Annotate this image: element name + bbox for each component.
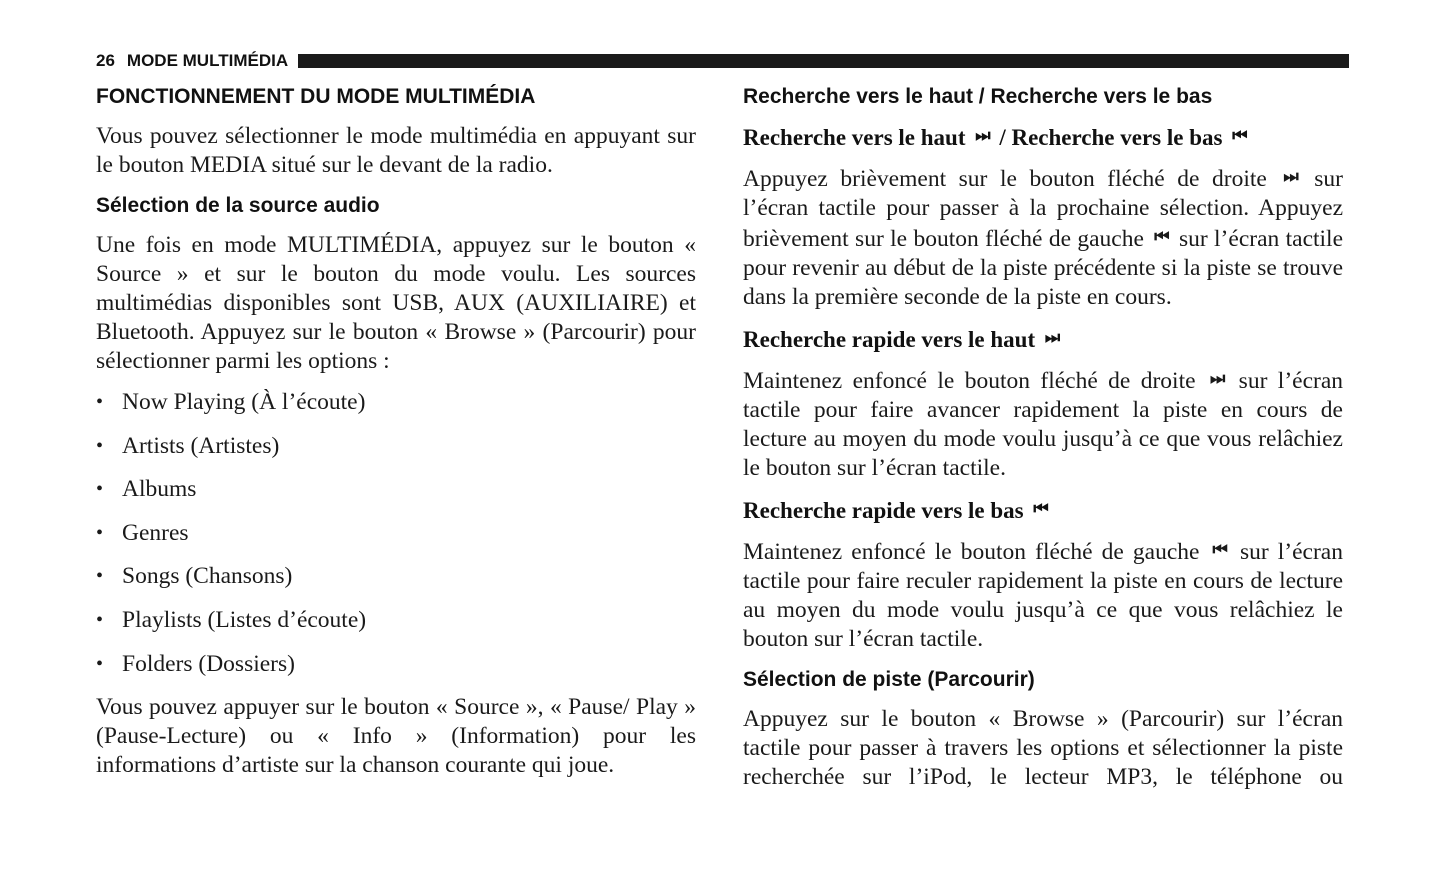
list-item-text: Playlists (Listes d’écoute) [122,606,367,633]
paragraph-track-selection: Appuyez sur le bouton « Browse » (Parcourir) sur l’écran tactile pour passer à travers les options et sélectionner la piste recherchée sur l’iPod, le lecteur MP3, le téléphone ou [743,706,1343,790]
subheading-fast-forward [743,324,1343,354]
list-item-text: Songs (Chansons) [122,563,293,590]
next-track-icon: ⏭ [1044,328,1058,348]
subheading-search-down-text: / Recherche vers le bas [999,125,1223,150]
subheading-fast-rewind [743,495,1343,525]
list-item-text: Folders (Dossiers) [122,650,295,677]
previous-track-icon: ⏮ [1232,126,1245,146]
previous-track-icon: ⏮ [1033,499,1046,519]
paragraph-fast-rewind [743,536,1343,654]
list-item-text: Albums [122,476,197,503]
paragraph-fast-forward-part-2: sur l’écran tactile pour faire avancer rapidement la piste en cours de lecture au moyen du mode voulu jusqu’à ce que vous relâchiez le bouton sur l’écran tactile. [743,368,1344,481]
subheading-search-up-text: Recherche vers le haut [743,125,966,150]
paragraph-search-part-2: sur l’écran tactile pour passer à la prochaine sélection. Appuyez brièvement sur le bouton fléché de gauche [743,166,1343,252]
bullet-icon: • [96,391,104,413]
next-track-icon: ⏭ [975,126,988,146]
browse-options-list [96,388,696,679]
list-item [96,606,696,635]
list-item-text: Artists (Artistes) [122,432,280,459]
list-item [96,475,696,504]
bullet-icon: • [96,565,104,588]
list-item [96,519,696,548]
heading-search: Recherche vers le haut / Recherche vers le bas [743,85,1213,108]
right-column [743,83,1343,804]
subheading-fast-rewind-text: Recherche rapide vers le bas [743,498,1024,523]
bullet-icon: • [96,478,104,501]
paragraph-search-part-1: Appuyez brièvement sur le bouton fléché de droite [743,166,1267,192]
next-track-icon: ⏭ [1283,167,1296,187]
section-title: MODE MULTIMÉDIA [126,51,289,70]
next-track-icon: ⏭ [1209,369,1223,389]
paragraph-fast-forward-part-1: Maintenez enfoncé le bouton fléché de droite [743,368,1196,394]
subheading-search-up-down [743,122,1343,152]
previous-track-icon: ⏮ [1154,227,1167,247]
bullet-icon: • [96,652,104,675]
heading-track-selection: Sélection de piste (Parcourir) [743,668,1035,691]
page-number: 26 [96,51,115,70]
paragraph-search [743,163,1343,312]
paragraph-intro: Vous pouvez sélectionner le mode multimédia en appuyant sur le bouton MEDIA situé sur le devant de la radio. [96,123,696,178]
heading-audio-source: Sélection de la source audio [96,194,380,217]
header-rule [298,54,1349,68]
previous-track-icon: ⏮ [1212,540,1225,560]
paragraph-fast-rewind-part-1: Maintenez enfoncé le bouton fléché de gauche [743,539,1200,565]
paragraph-audio-source: Une fois en mode MULTIMÉDIA, appuyez sur le bouton « Source » et sur le bouton du mode voulu. Les sources multimédias disponibles sont USB, AUX (AUXILIAIRE) et Bluetooth. Appuyez sur le bouton « Browse » (Parcourir) pour sélectionner parmi les options : [96,232,696,374]
paragraph-search-part-3: sur l’écran tactile pour revenir au début de la piste précédente si la piste se trouve dans la première seconde de la piste en cours. [743,226,1344,310]
bullet-icon: • [96,608,104,631]
subheading-fast-forward-text: Recherche rapide vers le haut [743,327,1036,352]
paragraph-fast-rewind-part-2: sur l’écran tactile pour faire reculer rapidement la piste en cours de lecture au moyen du mode voulu jusqu’à ce que vous relâchiez le bouton sur l’écran tactile. [743,539,1343,652]
paragraph-fast-forward [743,365,1343,483]
list-item-text: Now Playing (À l’écoute) [122,389,366,415]
bullet-icon: • [96,521,104,544]
list-item [96,432,696,461]
paragraph-pause-play: Vous pouvez appuyer sur le bouton « Source », « Pause/ Play » (Pause-Lecture) ou « Info » (Information) pour les informations d’artiste sur la chanson courante qui joue. [96,694,696,779]
bullet-icon: • [96,434,104,457]
list-item [96,562,696,591]
list-item [96,650,696,679]
list-item-text: Genres [122,519,189,546]
left-column [96,83,696,792]
heading-multimedia-operation: FONCTIONNEMENT DU MODE MULTIMÉDIA [96,85,536,108]
list-item [96,388,696,417]
page-header [96,50,1349,72]
